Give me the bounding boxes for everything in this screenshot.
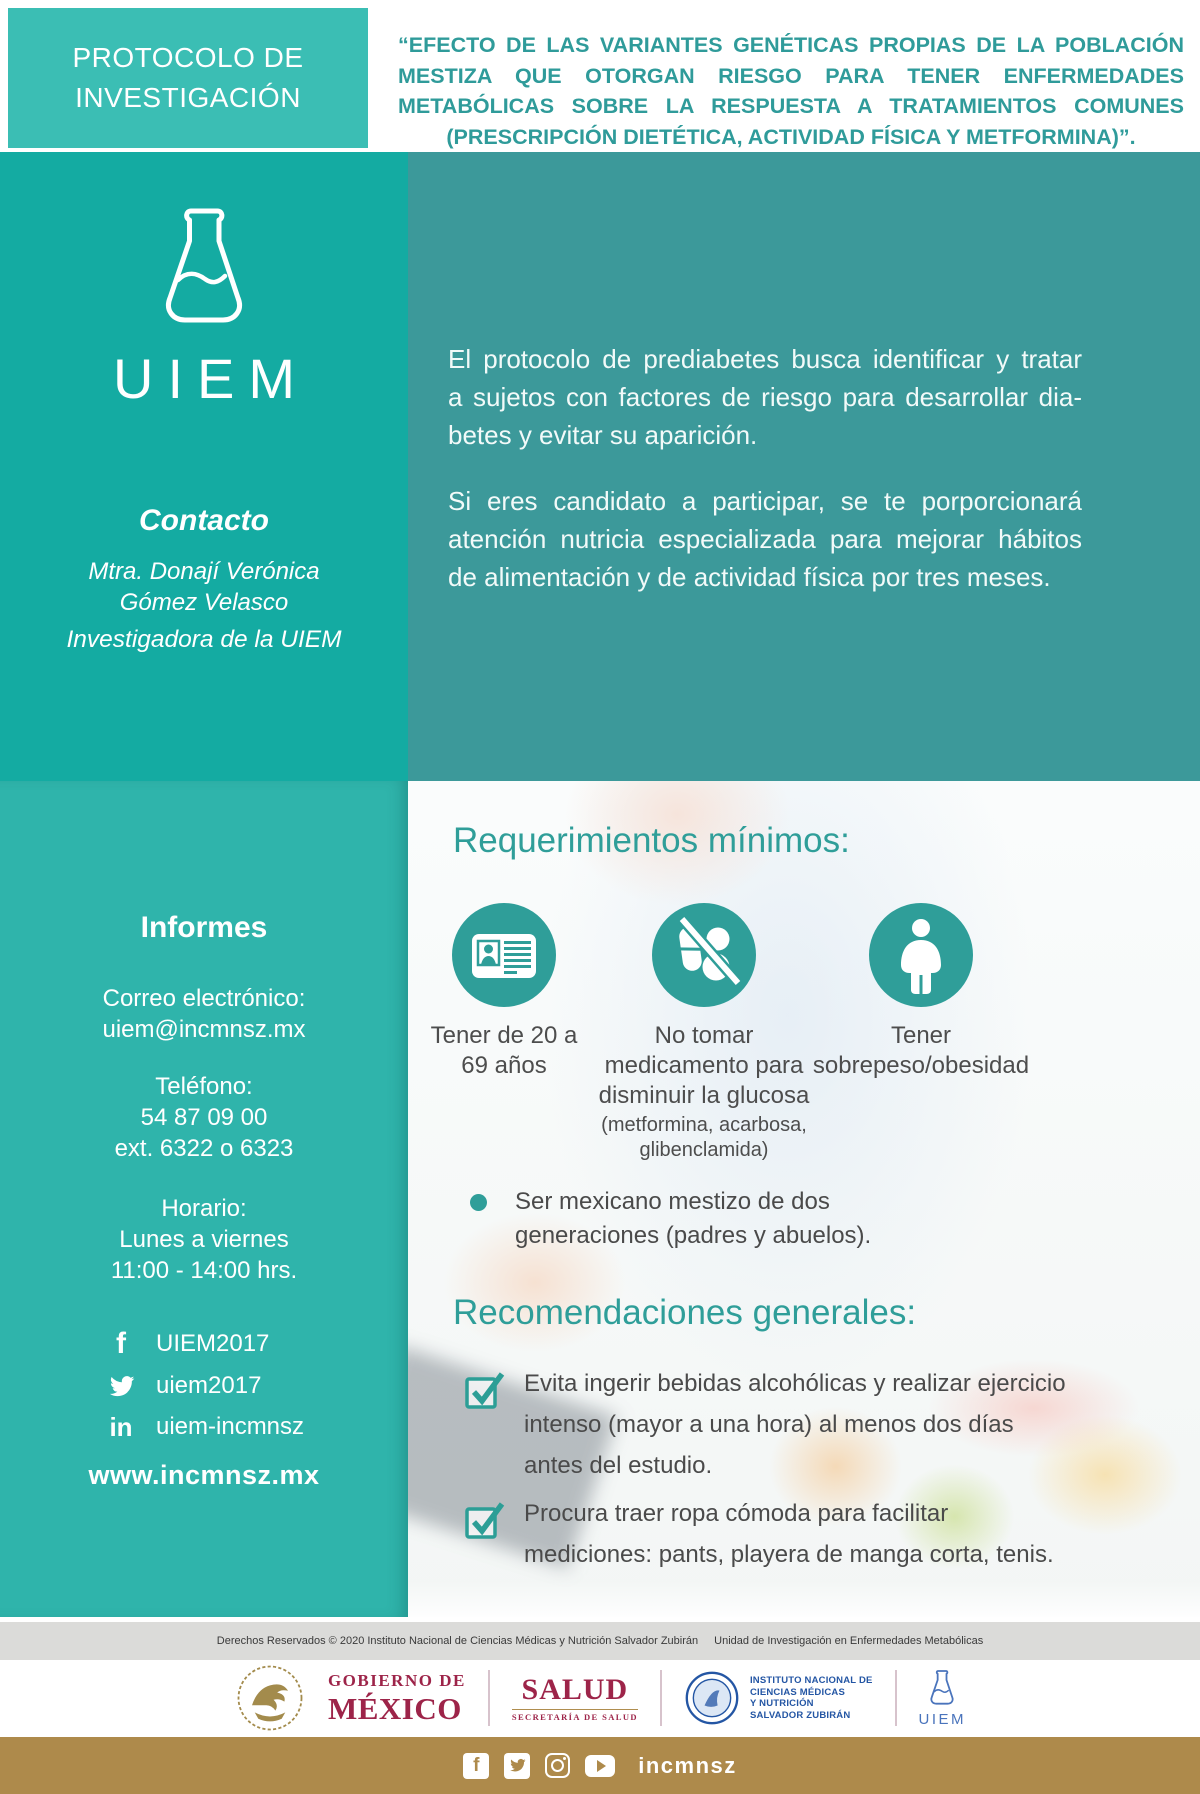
salud-wordmark: SALUD xyxy=(521,1672,629,1706)
intro-line: El protocolo de prediabetes busca identificar y tratar xyxy=(448,344,1082,374)
contact-name-line: Mtra. Donají Verónica xyxy=(88,558,320,585)
instagram-icon[interactable] xyxy=(545,1753,570,1778)
intro-paragraphs xyxy=(448,340,1082,596)
left-column-top xyxy=(0,152,408,781)
intro-line: a sujetos con factores de riesgo para desarrollar dia- xyxy=(448,382,1082,412)
intro-line: Si eres candidato a participar, se te porporcionará xyxy=(448,486,1082,516)
incmnsz-line: INSTITUTO NACIONAL DE xyxy=(749,1675,873,1686)
left-column-bottom xyxy=(0,781,408,1617)
facebook-icon[interactable]: f xyxy=(116,1327,126,1360)
no-medication-icon xyxy=(652,903,756,1007)
id-card-icon xyxy=(452,903,556,1007)
requirement-caption: No tomar medicamento para disminuir la glucosa xyxy=(598,1022,810,1109)
recommendation-item xyxy=(462,1367,1076,1486)
linkedin-row[interactable] xyxy=(104,1409,304,1445)
recommendations-heading: Recomendaciones generales: xyxy=(453,1293,917,1332)
informes-heading: Informes xyxy=(140,911,268,944)
mexico-eagle-emblem-icon xyxy=(234,1662,306,1734)
uiem-flask-small-icon xyxy=(927,1669,957,1709)
photo-area xyxy=(408,781,1200,1617)
schedule-days: Lunes a viernes xyxy=(119,1226,289,1253)
salud-logo xyxy=(511,1672,638,1722)
incmnsz-line: Y NUTRICIÓN xyxy=(749,1698,814,1709)
institutional-logos xyxy=(0,1660,1200,1736)
gobierno-line: GOBIERNO DE xyxy=(327,1671,466,1690)
twitter-handle[interactable]: uiem2017 xyxy=(156,1372,262,1399)
divider xyxy=(895,1670,897,1726)
recommendation-item xyxy=(462,1497,1076,1575)
facebook-handle[interactable]: UIEM2017 xyxy=(156,1330,270,1357)
bullet-icon xyxy=(470,1194,487,1211)
twitter-row[interactable] xyxy=(104,1368,261,1404)
requirements-heading: Requerimientos mínimos: xyxy=(453,821,850,860)
social-bar xyxy=(0,1737,1200,1794)
recommendation-text: Evita ingerir bebidas alcohólicas y realizar ejercicio intenso (mayor a una hora) al menos dos días antes del estudio. xyxy=(524,1370,1066,1479)
uiem-wordmark: UIEM xyxy=(113,347,309,410)
phone-number: 54 87 09 00 xyxy=(140,1104,268,1131)
badge-line: INVESTIGACIÓN xyxy=(75,82,301,113)
requirement-caption: Tener sobrepeso/obesidad xyxy=(812,1022,1030,1079)
schedule-block xyxy=(0,1193,408,1286)
uiem-footer-logo xyxy=(919,1669,967,1728)
extra-requirement xyxy=(470,1185,947,1253)
intro-line: de alimentación y de actividad física por tres meses. xyxy=(448,562,1051,592)
linkedin-icon[interactable]: in xyxy=(109,1411,133,1442)
uiem-flask-icon xyxy=(154,196,254,346)
email-label: Correo electrónico: xyxy=(102,985,306,1012)
checkbox-icon xyxy=(462,1497,506,1541)
salud-subtitle: SECRETARÍA DE SALUD xyxy=(511,1712,638,1722)
salud-rule xyxy=(512,1709,638,1711)
incmnsz-wordmark xyxy=(750,1675,873,1721)
facebook-icon[interactable]: f xyxy=(463,1753,489,1779)
badge-line: PROTOCOLO DE xyxy=(72,42,304,73)
social-bar-handle[interactable]: incmnsz xyxy=(638,1752,737,1778)
protocol-badge xyxy=(8,8,368,148)
incmnsz-logo xyxy=(684,1670,873,1726)
extra-requirement-text: Ser mexicano mestizo de dos generaciones (padres y abuelos). xyxy=(515,1188,872,1249)
contact-name-line: Gómez Velasco xyxy=(119,589,289,616)
email-address[interactable]: uiem@incmnsz.mx xyxy=(102,1016,306,1043)
recommendation-text: Procura traer ropa cómoda para facilitar mediciones: pants, playera de manga corta, tenis. xyxy=(524,1500,1054,1568)
copyright-bar xyxy=(0,1622,1200,1660)
requirement-subcaption: (metformina, acarbosa, glibenclamida) xyxy=(601,1114,807,1161)
copyright-unit: Unidad de Investigación en Enfermedades Metabólicas xyxy=(714,1635,984,1647)
requirement-item xyxy=(416,903,592,1081)
phone-extension: ext. 6322 o 6323 xyxy=(114,1135,294,1162)
requirement-caption: Tener de 20 a 69 años xyxy=(430,1022,578,1079)
intro-line: atención nutricia especializada para mejorar hábitos xyxy=(448,524,1082,554)
twitter-icon[interactable] xyxy=(104,1373,138,1400)
youtube-icon[interactable] xyxy=(585,1755,615,1777)
overweight-person-icon xyxy=(869,903,973,1007)
contact-role: Investigadora de la UIEM xyxy=(66,626,342,653)
website-link[interactable]: www.incmnsz.mx xyxy=(88,1460,320,1490)
schedule-label: Horario: xyxy=(161,1195,247,1222)
facebook-row[interactable] xyxy=(104,1326,269,1362)
gobierno-de-mexico-logo xyxy=(328,1672,466,1724)
uiem-footer-label: UIEM xyxy=(918,1710,967,1728)
requirement-item xyxy=(806,903,1036,1081)
copyright-text: Derechos Reservados © 2020 Instituto Nacional de Ciencias Médicas y Nutrición Salvador Zubirán xyxy=(216,1635,699,1647)
twitter-icon[interactable] xyxy=(504,1753,530,1779)
contact-name xyxy=(0,556,408,618)
requirement-item xyxy=(588,903,820,1163)
photo-bottom-fade xyxy=(408,1581,1200,1617)
phone-block xyxy=(0,1071,408,1164)
phone-label: Teléfono: xyxy=(155,1073,253,1100)
schedule-hours: 11:00 - 14:00 hrs. xyxy=(110,1257,298,1284)
divider xyxy=(660,1670,662,1726)
divider xyxy=(488,1670,490,1726)
incmnsz-line: CIENCIAS MÉDICAS xyxy=(749,1686,845,1698)
gobierno-line: MÉXICO xyxy=(327,1691,462,1726)
intro-panel xyxy=(408,152,1200,781)
intro-line: betes y evitar su aparición. xyxy=(448,420,758,450)
study-title: “EFECTO DE LAS VARIANTES GENÉTICAS PROPIAS DE LA POBLACIÓN MESTIZA QUE OTORGAN RIESGO PARA TENER ENFERMEDADES METABÓLICAS SOBRE LA RESPUESTA A TRATAMIENTOS COMUNES (PRESCRIPCIÓN DIETÉTICA, ACTIVIDAD FÍSICA Y METFORMINA)”. xyxy=(398,33,1184,149)
linkedin-handle[interactable]: uiem-incmnsz xyxy=(156,1413,305,1440)
email-block xyxy=(0,983,408,1045)
incmnsz-seal-icon xyxy=(684,1670,740,1726)
checkbox-icon xyxy=(462,1367,506,1411)
incmnsz-line: SALVADOR ZUBIRÁN xyxy=(749,1709,851,1721)
contact-heading: Contacto xyxy=(139,504,269,537)
